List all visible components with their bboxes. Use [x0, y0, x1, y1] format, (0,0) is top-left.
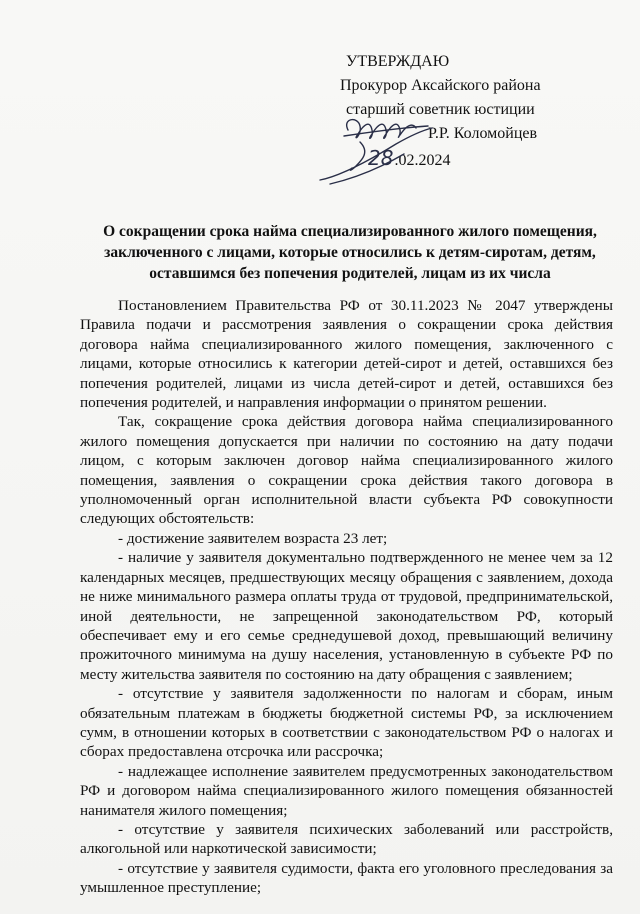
approval-date-day: 28: [368, 146, 394, 170]
condition-item: - достижение заявителем возраста 23 лет;: [118, 529, 388, 547]
approval-heading: УТВЕРЖДАЮ: [346, 53, 450, 70]
document-body: [80, 296, 613, 898]
condition-item: - отсутствие у заявителя задолженности по налогам и сборам, иным обязательным платежам в бюджеты бюджетной системы РФ, за исключением сумм, в отношении которых в соответствии с законодательством РФ о налогах и сборах предоставлена отсрочка или рассрочка;: [80, 685, 613, 761]
paragraph-intro: Постановлением Правительства РФ от 30.11.2023 № 2047 утверждены Правила подачи и рассмотрения заявления о сокращении срока действия договора найма специализированного жилого помещения, заключенного с лицами, которые относились к категории детей-сирот и детей, оставшихся без попечения родителей, лицами из числа детей-сирот и детей, оставшихся без попечения родителей, и направления информации о принятом решении.: [80, 297, 613, 412]
condition-item: - надлежащее исполнение заявителем предусмотренных законодательством РФ и договором найма специализированного жилого помещения обязанностей нанимателя жилого помещения;: [80, 762, 613, 819]
condition-item: - наличие у заявителя документально подтвержденного не менее чем за 12 календарных месяцев, предшествующих месяцу обращения с заявлением, дохода не ниже минимального размера оплаты труда от трудовой, предпринимательской, иной деятельности, не запрещенной законодательством РФ, который обеспечивает ему и его семье среднедушевой доход, превышающий величину прожиточного минимума на душу населения, установленную в субъекте РФ по месту жительства заявителя по состоянию на дату обращения с заявлением;: [80, 549, 613, 683]
paragraph-conditions: Так, сокращение срока действия договора найма специализированного жилого помещения допускается при наличии по состоянию на дату подачи лицом, с которым заключен договор найма специализированного жилого помещения, заявления о сокращении срока действия такого договора в уполномоченный орган исполнительной власти субъекта РФ совокупности следующих обстоятельств:: [80, 413, 613, 528]
approval-date-month-year: .02.2024: [394, 152, 451, 169]
document-title: О сокращении срока найма специализированного жилого помещения, заключенного с лицами, которые относились к детям-сиротам, детям, оставшимся без попечения родителей, лицам из их числа: [103, 223, 597, 282]
approval-position: Прокурор Аксайского района: [340, 77, 541, 94]
handwritten-signature: [300, 108, 450, 198]
approval-rank: старший советник юстиции: [346, 101, 535, 118]
condition-item: - отсутствие у заявителя психических заболеваний или расстройств, алкогольной или наркотической зависимости;: [80, 820, 613, 858]
condition-item: - отсутствие у заявителя судимости, факта его уголовного преследования за умышленное преступление;: [80, 859, 613, 897]
approval-name: Р.Р. Коломойцев: [428, 125, 538, 142]
